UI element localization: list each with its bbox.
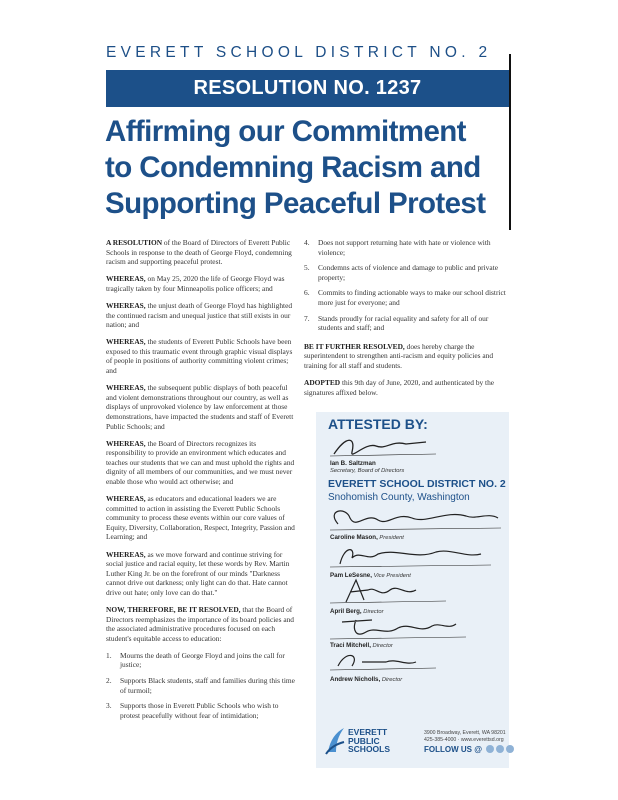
secretary-name: Ian B. Saltzman Secretary, Board of Directors: [330, 460, 405, 474]
signer-name: Caroline Mason, President: [330, 534, 404, 541]
attestation-panel: [316, 412, 509, 768]
headline-line-1: Affirming our Commitment: [105, 115, 466, 148]
signature-mitchell: [316, 612, 509, 642]
headline: [105, 114, 515, 222]
contact-info: [424, 730, 506, 743]
adopted-paragraph: ADOPTED this 9th day of June, 2020, and authenticated by the signatures affixed below.: [304, 378, 495, 397]
list-item: 5. Condemns acts of violence and damage to public and private property;: [304, 263, 498, 282]
signature-saltzman: [316, 432, 509, 462]
whereas-1: WHEREAS, on May 25, 2020 the life of George Floyd was tragically taken by four Minneapolis police officers; and: [106, 274, 285, 293]
twitter-icon[interactable]: [496, 745, 504, 753]
resolution-banner: [106, 70, 509, 107]
headline-line-2: to Condemning Racism and: [105, 151, 481, 184]
address: 3900 Broadway, Everett, WA 98201: [424, 730, 506, 736]
further-resolved-paragraph: BE IT FURTHER RESOLVED, does hereby charge the superintendent to strengthen anti-racism and equity policies and training for all staff and students.: [304, 341, 494, 370]
whereas-4: WHEREAS, the subsequent public displays of both peaceful and violent demonstrations throughout our country, as well as displays of unprovoked violence by law enforcement at those demonstrations, have impacted the students and staff of Everett Public Schools; and: [106, 383, 294, 431]
signer-name: Traci Mitchell, Director: [330, 642, 393, 649]
list-item: 7. Stands proudly for racial equality and safety for all of our students and staff; and: [304, 313, 489, 333]
resolved-paragraph: NOW, THEREFORE, BE IT RESOLVED, that the Board of Directors reemphasizes the importance of its board policies and the associated administrative procedures focused on each student's equitable access to education:: [106, 605, 294, 643]
list-item: 3. Supports those in Everett Public Schools who wish to protest peacefully without fear of intimidation;: [106, 701, 279, 720]
whereas-5: WHEREAS, the Board of Directors recognizes its responsibility to provide an environment which educates and teaches our students that we can and must uphold the rights and dignity of all members of our communities, and we must never enable those who would act otherwise; and: [106, 438, 295, 486]
resolution-number: RESOLUTION NO. 1237: [193, 77, 422, 99]
signer-name: Pam LeSesne, Vice President: [330, 572, 411, 579]
signature-berg: [316, 576, 509, 606]
whereas-2: WHEREAS, the unjust death of George Floyd has highlighted the continued racism and unequal justice that still exists in our nation; and: [106, 300, 293, 330]
signature-mason: [316, 504, 509, 534]
district-name: EVERETT SCHOOL DISTRICT NO. 2: [328, 478, 506, 490]
youtube-icon[interactable]: [506, 745, 514, 753]
county-name: Snohomish County, Washington: [328, 492, 470, 503]
signer-name: Andrew Nicholls, Director: [330, 676, 403, 683]
whereas-6: WHEREAS, as educators and educational leaders we are committed to action in assisting the Everett Public Schools community to process these events within our core values of Equity, Diversity, Collaboration, Respect, Integrity, Passion and Learning; and: [106, 494, 295, 542]
signature-lesesne: [316, 540, 509, 570]
follow-us: FOLLOW US @: [424, 745, 514, 754]
logo-mark-icon: [324, 726, 346, 756]
district-line: EVERETT SCHOOL DISTRICT NO. 2: [106, 44, 492, 61]
phone-web: 425-385-4000 · www.everettsd.org: [424, 736, 504, 743]
logo-text: EVERETT PUBLIC SCHOOLS: [348, 727, 391, 755]
district-logo: [324, 724, 406, 764]
list-item: 2. Supports Black students, staff and families during this time of turmoil;: [106, 676, 295, 695]
intro-paragraph: A RESOLUTION of the Board of Directors of Everett Public Schools in response to the death of George Floyd, condemning racism and supporting peaceful protest.: [106, 238, 292, 267]
whereas-7: WHEREAS, as we move forward and continue striving for social justice and racial equity, let these words by Rev. Martin Luther King Jr. be on the forefront of our minds "Darkness cannot drive out darkness; only light can do that. Hate cannot drive out hate; only love can do that.": [106, 549, 290, 597]
signer-name: April Berg, Director: [330, 608, 384, 615]
headline-line-3: Supporting Peaceful Protest: [105, 187, 486, 220]
list-item: 1. Mourns the death of George Floyd and joins the call for justice;: [106, 650, 285, 670]
signature-nicholls: [316, 644, 509, 674]
list-item: 6. Commits to finding actionable ways to make our school district more just for everyone; and: [304, 288, 506, 307]
list-item: 4. Does not support returning hate with hate or violence with violence;: [304, 238, 491, 257]
facebook-icon[interactable]: [486, 745, 494, 753]
left-column: [106, 238, 296, 726]
attested-by-title: ATTESTED BY:: [328, 416, 428, 432]
right-column: [304, 238, 509, 405]
whereas-3: WHEREAS, the students of Everett Public Schools have been exposed to this traumatic event through graphic visual displays of people in positions of authority committing violent crimes; and: [106, 337, 293, 376]
